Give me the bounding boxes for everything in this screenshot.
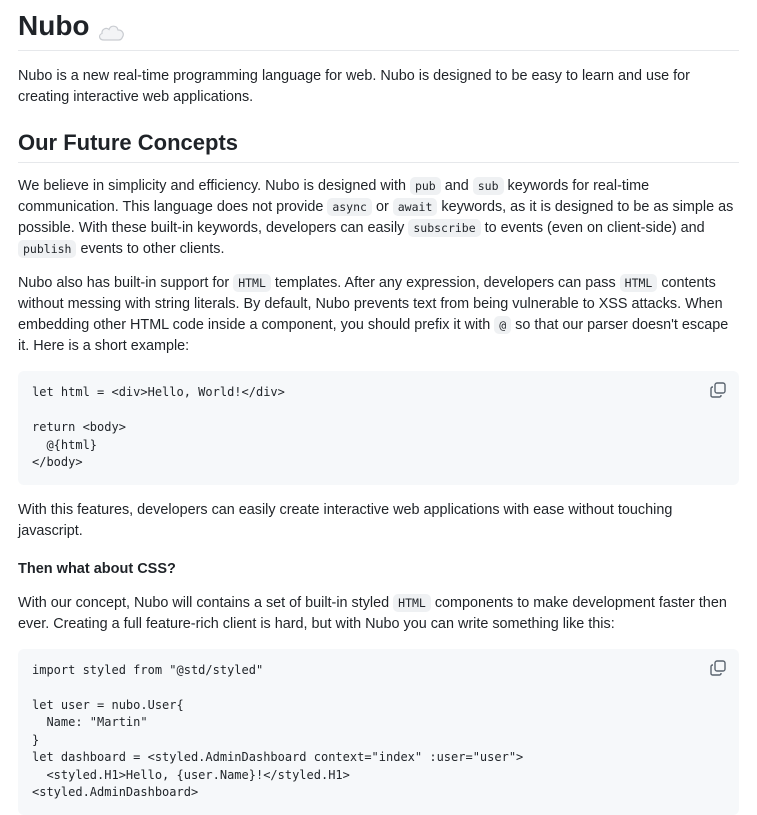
code-block-html-example: [18, 371, 739, 485]
cloud-icon: [96, 16, 126, 36]
css-paragraph-1: With our concept, Nubo will contains a set of built-in styled HTML components to make development faster then ever. Creating a full feature-rich client is hard, but with Nubo you can write something like this:: [18, 594, 727, 632]
inline-code: HTML: [233, 274, 271, 292]
page-title: [18, 0, 739, 51]
intro-paragraph: Nubo is a new real-time programming language for web. Nubo is designed to be easy to learn and use for creating interactive web applications.: [18, 68, 690, 105]
code-block-content: let html = <div>Hello, World!</div> return <body> @{html} </body>: [32, 385, 285, 469]
inline-code: await: [393, 198, 438, 216]
inline-code: publish: [18, 240, 76, 258]
inline-code: @: [494, 316, 511, 334]
inline-code: sub: [473, 177, 504, 195]
inline-code: subscribe: [408, 219, 480, 237]
inline-code: HTML: [620, 274, 658, 292]
copy-icon[interactable]: [709, 659, 727, 677]
copy-icon[interactable]: [709, 381, 727, 399]
concepts-paragraph-2: Nubo also has built-in support for HTML templates. After any expression, developers can pass HTML contents without messing with string literals. By default, Nubo prevents text from being vulnerable to XSS attacks. When embedding other HTML code inside a component, you should prefix it with @ so that our parser doesn't escape it. Here is a short example:: [18, 275, 729, 354]
page-title-text: Nubo: [18, 10, 90, 41]
inline-code: async: [327, 198, 372, 216]
inline-code: pub: [410, 177, 441, 195]
concepts-paragraph-3: With this features, developers can easily create interactive web applications with ease without touching javascript.: [18, 501, 673, 539]
inline-code: HTML: [393, 594, 431, 612]
code-block-styled-example: [18, 649, 739, 815]
concepts-paragraph-1: We believe in simplicity and efficiency. Nubo is designed with pub and sub keywords for real-time communication. This language does not provide async or await keywords, as it is designed to be as simple as possible. With these built-in keywords, developers can easily subscribe to events (even on client-side) and publish events to other clients.: [18, 178, 734, 257]
code-block-content: import styled from "@std/styled" let user = nubo.User{ Name: "Martin" } let dashboard = <styled.AdminDashboard context="index" :user="user"> <styled.H1>Hello, {user.Name}!</styled.H1> <styled.AdminDashboard>: [32, 662, 524, 799]
section-heading-css: Then what about CSS?: [18, 560, 176, 577]
section-heading-concepts: Our Future Concepts: [18, 130, 739, 163]
